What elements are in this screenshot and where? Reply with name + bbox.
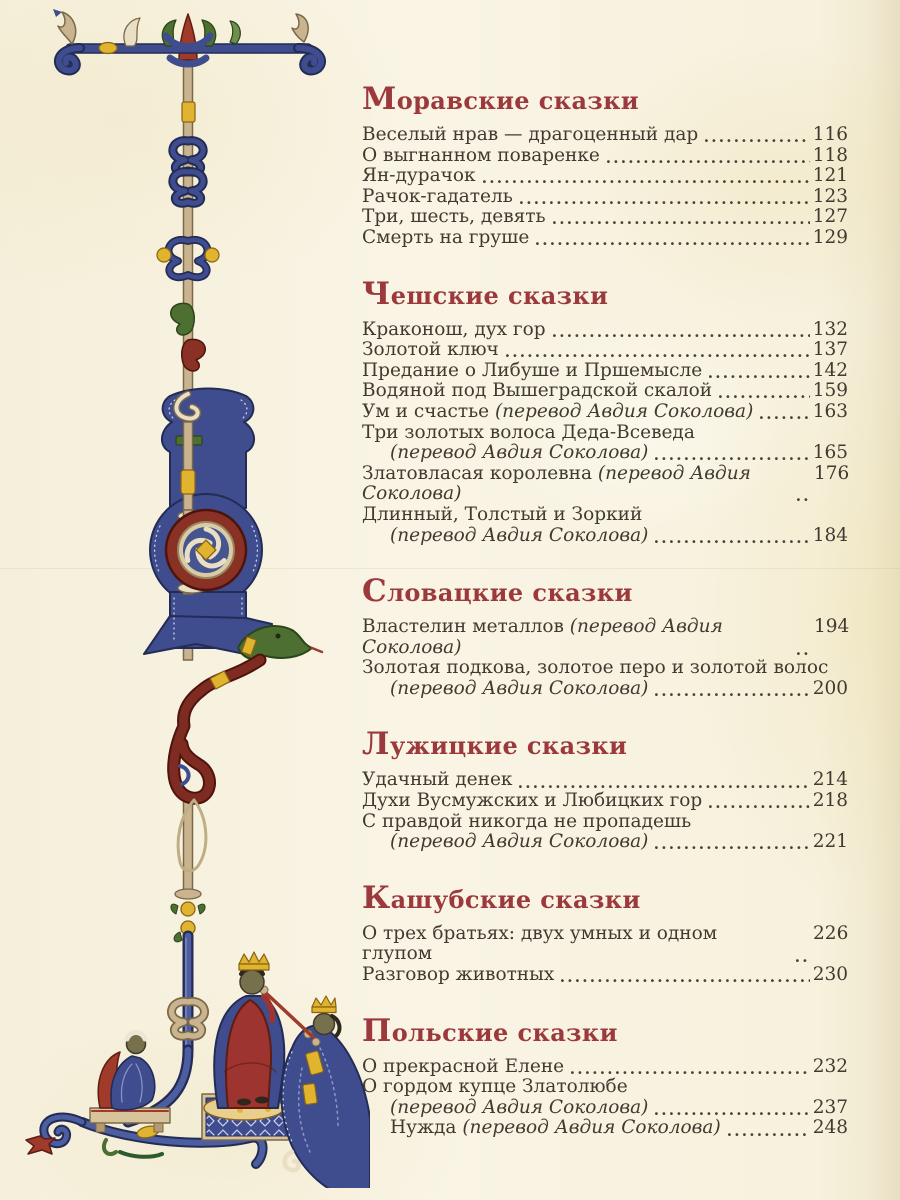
page-number: 129 [812,226,848,248]
toc-section [362,1012,848,1139]
page-number: 123 [812,185,848,207]
toc-section [362,275,850,547]
toc-entry [362,402,848,423]
entry-title: С правдой никогда не пропадешь [362,810,692,832]
entry-title: Золотая подкова, золотое перо и золотой волос [362,657,829,679]
page-number: 163 [812,400,848,422]
entry-title: Ян-дурачок [362,165,476,187]
toc-entry [362,1077,848,1098]
entry-title: Три золотых волоса Деда-Всеведа [362,421,695,443]
toc-section [362,81,848,249]
section-title: Кашубские сказки [362,879,641,916]
toc-entry [362,361,848,382]
page-number: 137 [812,339,848,361]
entry-title: (перевод Авдия Соколова) [390,677,649,699]
toc-entry [362,381,848,402]
toc-entry [362,832,848,853]
dot-leader [561,979,809,983]
toc-entry [362,443,848,464]
dot-leader [553,221,810,225]
section-title: Словацкие сказки [362,573,633,610]
toc-entry [362,464,848,505]
entry-title: Удачный денек [362,769,513,791]
entry-title: О выгнанном поваренке [362,144,600,166]
entry-title: Смерть на груше [362,226,530,248]
toc-entry [362,125,848,146]
dot-leader [719,395,810,399]
toc-entry [362,505,848,526]
entry-title: Ум и счастье (перевод Авдия Соколова) [362,400,754,422]
dot-leader [520,201,810,205]
seated-figure-left [90,1033,170,1132]
entry-title: Веселый нрав — драгоценный дар [362,124,699,145]
dot-leader [571,1071,810,1075]
dot-leader [797,652,811,656]
entry-title: (перевод Авдия Соколова) [390,831,649,853]
page-number: 218 [812,790,848,812]
entry-title: Разговор животных [362,964,555,986]
medallion [166,510,246,590]
entry-title: О прекрасной Елене [362,1055,565,1077]
page-number: 159 [812,380,848,402]
entry-title: Златовласая королевна (перевод Авдия Соколова) [362,462,751,505]
page-number: 118 [812,144,848,166]
dot-leader [709,375,810,379]
toc-entry [362,965,848,986]
toc-entry [362,1098,848,1119]
entry-title: Рачок-гадатель [362,185,513,207]
dot-leader [607,160,810,164]
entry-title: (перевод Авдия Соколова) [390,442,649,464]
toc-entry [362,423,848,444]
entry-title: Водяной под Вышеградской скалой [362,380,713,402]
toc-entry [362,207,848,228]
page-number: 221 [812,831,848,853]
toc-entry [362,924,848,965]
initial-panel [144,389,322,660]
entry-title: Три, шесть, девять [362,206,546,228]
enthroned-king [202,952,294,1140]
toc-entry [362,228,848,249]
toc-entry [362,146,848,167]
dot-leader [655,846,809,850]
toc-section [362,879,849,986]
dot-leader [655,1112,809,1116]
entry-title: Золотой ключ [362,339,499,361]
page-number: 132 [812,318,848,340]
toc-entry [362,812,848,833]
page-number: 226 [813,922,849,944]
dot-leader [655,457,809,461]
page-number: 127 [812,206,848,228]
entry-title: (перевод Авдия Соколова) [390,524,649,546]
page-number: 232 [812,1055,848,1077]
dot-leader [655,540,809,544]
section-title: Моравские сказки [362,81,640,117]
section-title: Чешские сказки [362,275,609,312]
entry-title: Властелин металлов (перевод Авдия Соколова) [362,616,723,658]
entry-title: Духи Вусмужских и Любицких гор [362,790,703,812]
page-number: 248 [812,1117,848,1139]
dot-leader [728,1133,810,1137]
dot-leader [483,180,810,184]
dot-leader [506,354,810,358]
toc-entry [362,187,848,208]
page-number: 142 [812,359,848,381]
toc-entry [362,658,848,679]
page-number: 194 [814,616,850,638]
dot-leader [655,693,809,697]
toc-entry [362,791,848,812]
dot-leader [536,242,809,246]
page-number: 230 [812,964,848,986]
bowing-king [282,996,371,1188]
toc-entry [362,679,848,700]
toc-section [362,573,850,699]
toc-entry [362,320,848,341]
entry-title: Предание о Либуше и Пршемысле [362,359,703,381]
page-number: 176 [814,462,850,484]
toc-entry [362,770,848,791]
toc-entry [362,526,848,547]
toc-entry [362,617,848,658]
page-number: 214 [812,769,848,791]
dot-leader [797,498,811,502]
entry-title: Нужда (перевод Авдия Соколова) [390,1117,721,1139]
dot-leader [760,416,809,420]
dot-leader [519,785,809,789]
entry-title: О трех братьях: двух умных и одном глупом [362,922,718,965]
page-number: 237 [812,1096,848,1118]
dot-leader [553,334,810,338]
table-of-contents [362,81,850,1169]
entry-title: Краконош, дух гор [362,318,546,340]
page-number: 165 [812,442,848,464]
section-title: Польские сказки [362,1012,618,1049]
dot-leader [705,139,809,143]
toc-entry [362,166,848,187]
toc-entry [362,1057,848,1078]
toc-entry [362,1118,848,1139]
section-title: Лужицкие сказки [362,726,628,763]
page-number: 116 [812,124,848,145]
page-number: 200 [812,677,848,699]
toc-section [362,726,848,853]
entry-title: О гордом купце Златолюбе [362,1076,628,1098]
illuminated-ornament-icon [20,8,370,1188]
page-number: 184 [812,524,848,546]
toc-entry [362,340,848,361]
entry-title: Длинный, Толстый и Зоркий [362,503,643,525]
dot-leader [796,959,810,963]
page-number: 121 [812,165,848,187]
dot-leader [709,805,809,809]
entry-title: (перевод Авдия Соколова) [390,1096,649,1118]
